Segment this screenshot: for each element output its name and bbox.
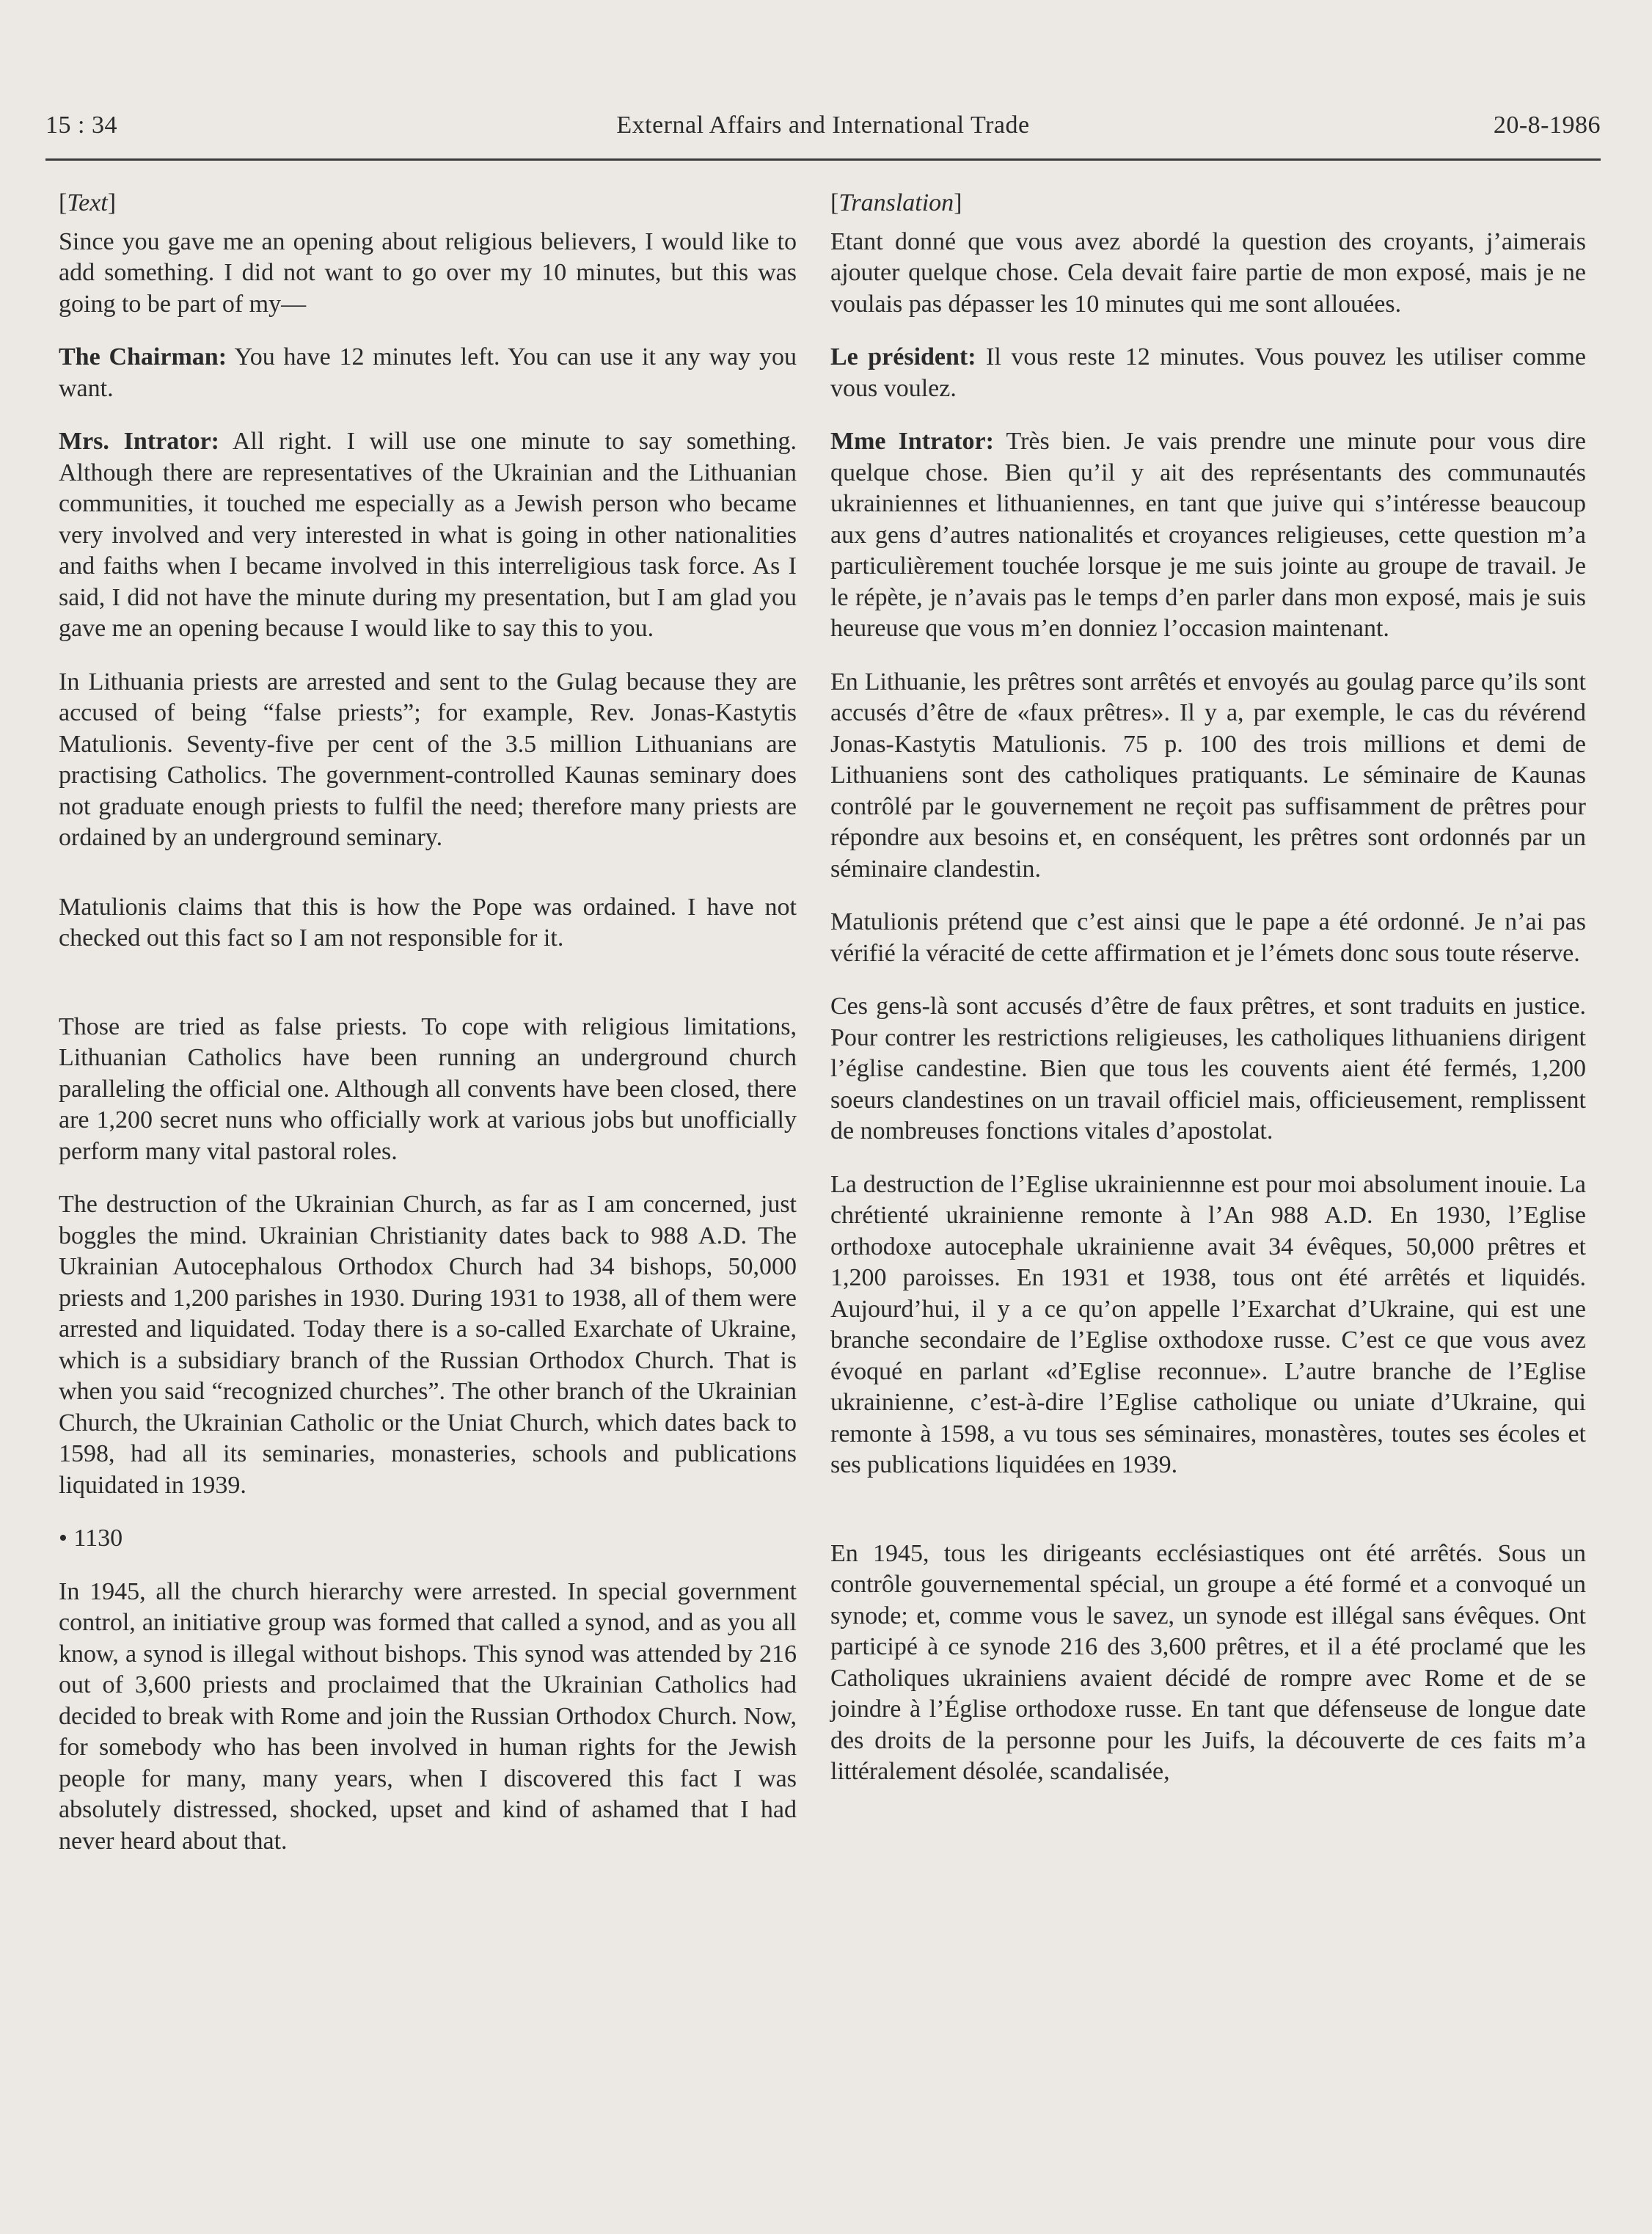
speaker-name: Mrs. Intrator:: [59, 428, 219, 455]
speaker-paragraph: Mrs. Intrator: All right. I will use one minute to say something. Although there are representatives of the Ukrainian and the Lithuanian communities, it touched me especially as a Jewish person who became very involved and very interested in what is going in other nationalities and faiths when I became involved in this interreligious task force. As I said, I did not have the minute during my presentation, but I am glad you gave me an opening because I would like to say this to you.: [59, 428, 797, 642]
paragraph: Since you gave me an opening about religious believers, I would like to add something. I did not want to go over my 10 minutes, but this was going to be part of my—: [59, 227, 797, 318]
paragraph: Matulionis claims that this is how the Pope was ordained. I have not checked out this fact so I am not responsible for it.: [59, 893, 797, 952]
translation-tag: [Translation]: [830, 189, 962, 216]
paragraph: Ces gens-là sont accusés d’être de faux prêtres, et sont traduits en justice. Pour contrer les restrictions religieuses, les catholiques lithuaniens dirigent l’église candestine. Bien que tous les couvents aient été fermés, 1,200 soeurs clandestines on un travail officiel mais, officieusement, remplissent de nombreuses fonctions vitales d’apostolat.: [830, 993, 1586, 1145]
speaker-name: Le président:: [830, 343, 976, 370]
paragraph: In 1945, all the church hierarchy were arrested. In special government control, an initiative group was formed that called a synod, and as you all know, a synod is illegal without bishops. This synod was attended by 216 out of 3,600 priests and proclaimed that the Ukrainian Catholics had decided to break with Rome and join the Russian Orthodox Church. Now, for somebody who has been involved in human rights for the Jewish people for many, many years, when I discovered this fact I was absolutely distressed, shocked, upset and kind of ashamed that I had never heard about that.: [59, 1577, 797, 1855]
page-header: [45, 107, 1601, 161]
paragraph: Etant donné que vous avez abordé la question des croyants, j’aimerais ajouter quelque chose. Cela devait faire partie de mon exposé, mais je ne voulais pas dépasser les 10 minutes qui me sont allouées.: [830, 227, 1586, 318]
paragraph: Those are tried as false priests. To cope with religious limitations, Lithuanian Catholics have been running an underground church paralleling the official one. Although all convents have been closed, there are 1,200 secret nuns who officially work at various jobs but unofficially perform many vital pastoral roles.: [59, 1012, 797, 1165]
french-column: [830, 188, 1586, 1810]
speaker-paragraph: The Chairman: You have 12 minutes left. You can use it any way you want.: [59, 343, 797, 402]
paragraph: The destruction of the Ukrainian Church, as far as I am concerned, just boggles the mind. Ukrainian Christianity dates back to 988 A.D. The Ukrainian Autocephalous Orthodox Church had 34 bishops, 50,000 priests and 1,200 parishes in 1930. During 1931 to 1938, all of them were arrested and liquidated. Today there is a so-called Exarchate of Ukraine, which is a subsidiary branch of the Russian Orthodox Church. That is when you said “recognized churches”. The other branch of the Ukrainian Church, the Ukrainian Catholic or the Uniat Church, which dates back to 1598, had all its seminaries, monasteries, schools and publications liquidated in 1939.: [59, 1191, 797, 1499]
time-marker: • 1130: [59, 1525, 123, 1552]
paragraph: En Lithuanie, les prêtres sont arrêtés et envoyés au goulag parce qu’ils sont accusés d’être de «faux prêtres». Il y a, par exemple, le cas du révérend Jonas-Kastytis Matulionis. 75 p. 100 des trois millions et demi de Lithuaniens sont des catholiques pratiquants. Le séminaire de Kaunas contrôlé par le gouvernement ne reçoit pas suffisamment de prêtres pour répondre aux besoins et, en conséquent, les prêtres sont ordonnés par un séminaire clandestin.: [830, 668, 1586, 883]
paragraph: La destruction de l’Eglise ukrainiennne est pour moi absolument inouie. La chrétienté ukrainienne remonte à l’An 988 A.D. En 1930, l’Eglise orthodoxe autocephale ukrainienne avait 34 évêques, 50,000 prêtres et 1,200 paroisses. En 1931 et 1938, tous ont été arrêtés et liquidés. Aujourd’hui, il y a ce qu’on appelle l’Exarchat d’Ukraine, qui est une branche secondaire de l’Eglise oxthodoxe russe. C’est ce que vous avez évoqué en parlant «d’Eglise reconnue». L’autre branche de l’Eglise ukrainienne, c’est-à-dire l’Eglise catholique ou uniate d’Ukraine, qui remonte à 1598, a vu tous ses séminaires, monastères, toutes ses écoles et ses publications liquidées en 1939.: [830, 1170, 1586, 1478]
page-number: 15 : 34: [45, 112, 117, 139]
english-column: [59, 188, 797, 1879]
session-date: 20-8-1986: [1493, 112, 1601, 139]
speaker-paragraph: Le président: Il vous reste 12 minutes. Vous pouvez les utiliser comme vous voulez.: [830, 343, 1586, 402]
paragraph: Matulionis prétend que c’est ainsi que le pape a été ordonné. Je n’ai pas vérifié la véracité de cette affirmation et je l’émets donc sous toute réserve.: [830, 908, 1586, 967]
paragraph: In Lithuania priests are arrested and sent to the Gulag because they are accused of being “false priests”; for example, Rev. Jonas-Kastytis Matulionis. Seventy-five per cent of the 3.5 million Lithuanians are practising Catholics. The government-controlled Kaunas seminary does not graduate enough priests to fulfil the need; therefore many priests are ordained by an underground seminary.: [59, 668, 797, 851]
paragraph: En 1945, tous les dirigeants ecclésiastiques ont été arrêtés. Sous un contrôle gouvernemental spécial, un groupe a été formé et a convoqué un synode; et, comme vous le savez, un synode est illégal sans évêques. Ont participé à ce synode 216 des 3,600 prêtres, et il a été proclamé que les Catholiques ukrainiens avaient décidé de rompre avec Rome et de se joindre à l’Église orthodoxe russe. En tant que défenseuse de longue date des droits de la personne pour les Juifs, la découverte de ces faits m’a littéralement désolée, scandalisée,: [830, 1539, 1586, 1785]
speaker-paragraph: Mme Intrator: Très bien. Je vais prendre une minute pour vous dire quelque chose. Bien qu’il y ait des représentants des communautés ukrainiennes et lithuaniennes, en tant que juive qui s’intéresse beaucoup aux gens d’autres nationalités et croyances religieuses, cette question m’a particulièrement touchée lorsque je me suis jointe au groupe de travail. Je le répète, je n’avais pas le temps d’en parler dans mon exposé, mais je suis heureuse que vous m’en donniez l’occasion maintenant.: [830, 428, 1586, 642]
speaker-name: Mme Intrator:: [830, 428, 994, 455]
publication-title: External Affairs and International Trade: [616, 112, 1030, 139]
text-tag: [Text]: [59, 189, 117, 216]
speaker-name: The Chairman:: [59, 343, 227, 370]
